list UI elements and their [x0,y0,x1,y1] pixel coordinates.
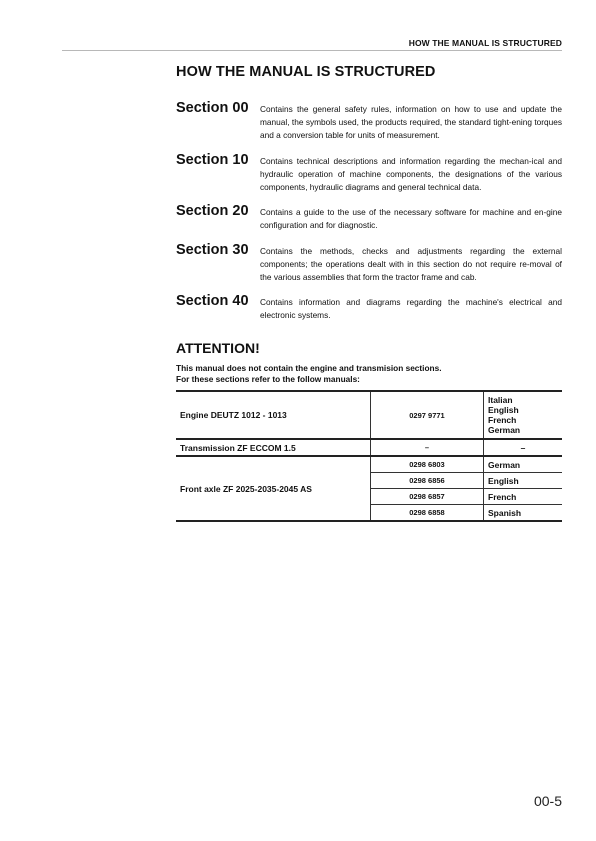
sections-list [176,100,562,333]
section-name: Section 10 [176,152,249,168]
language-item: Italian [488,395,513,405]
language-item: French [488,415,517,425]
table-row [176,439,562,456]
running-header: HOW THE MANUAL IS STRUCTURED [408,38,562,48]
attention-line-2: For these sections refer to the follow manuals: [176,374,360,384]
section-name: Section 00 [176,100,249,116]
manual-code: 0297 9771 [371,391,484,439]
attention-line-1: This manual does not contain the engine and transmision sections. [176,363,442,373]
section-description: Contains the general safety rules, information on how to use and update the manual, the symbols used, the products required, the standard tight-ening torques and a conversion table for units of measurement. [260,104,562,140]
attention-heading: ATTENTION! [176,340,260,356]
attention-note [176,363,442,385]
manual-code: 0298 6858 [371,505,484,522]
section-description: Contains information and diagrams regarding the machine's electrical and electronic systems. [260,297,562,320]
section-10 [176,152,562,203]
section-description: Contains a guide to the use of the necessary software for machine and en-gine configuration and for diagnostic. [260,207,562,230]
manual-language: German [484,456,563,473]
table-row [176,391,562,439]
section-name: Section 40 [176,293,249,309]
section-40 [176,293,562,333]
manual-code: – [371,439,484,456]
manual-language: Spanish [484,505,563,522]
section-description: Contains technical descriptions and information regarding the mechan-ical and hydraulic operation of machine components, the designations of the various components, hydraulic diagrams and general technical data. [260,156,562,192]
page-title: HOW THE MANUAL IS STRUCTURED [176,64,436,80]
manual-name: Transmission ZF ECCOM 1.5 [176,439,371,456]
manual-code: 0298 6856 [371,473,484,489]
manual-name: Front axle ZF 2025-2035-2045 AS [176,456,371,521]
section-20 [176,203,562,242]
section-description: Contains the methods, checks and adjustments regarding the external components; the operations dealt with in this section do not require re-moval of the various assemblies that form the tractor frame and cab. [260,246,562,282]
manual-language: English [484,473,563,489]
language-item: English [488,405,519,415]
manuals-table [176,390,562,522]
manual-language: – [484,439,563,456]
section-00 [176,100,562,152]
section-name: Section 30 [176,242,249,258]
table-row [176,456,562,473]
manual-languages [484,391,563,439]
language-item: German [488,425,521,435]
manual-code: 0298 6857 [371,489,484,505]
manual-language: French [484,489,563,505]
manual-code: 0298 6803 [371,456,484,473]
header-divider [62,50,562,51]
manual-name: Engine DEUTZ 1012 - 1013 [180,410,287,420]
section-30 [176,242,562,293]
section-name: Section 20 [176,203,249,219]
page-number: 00-5 [533,793,562,809]
